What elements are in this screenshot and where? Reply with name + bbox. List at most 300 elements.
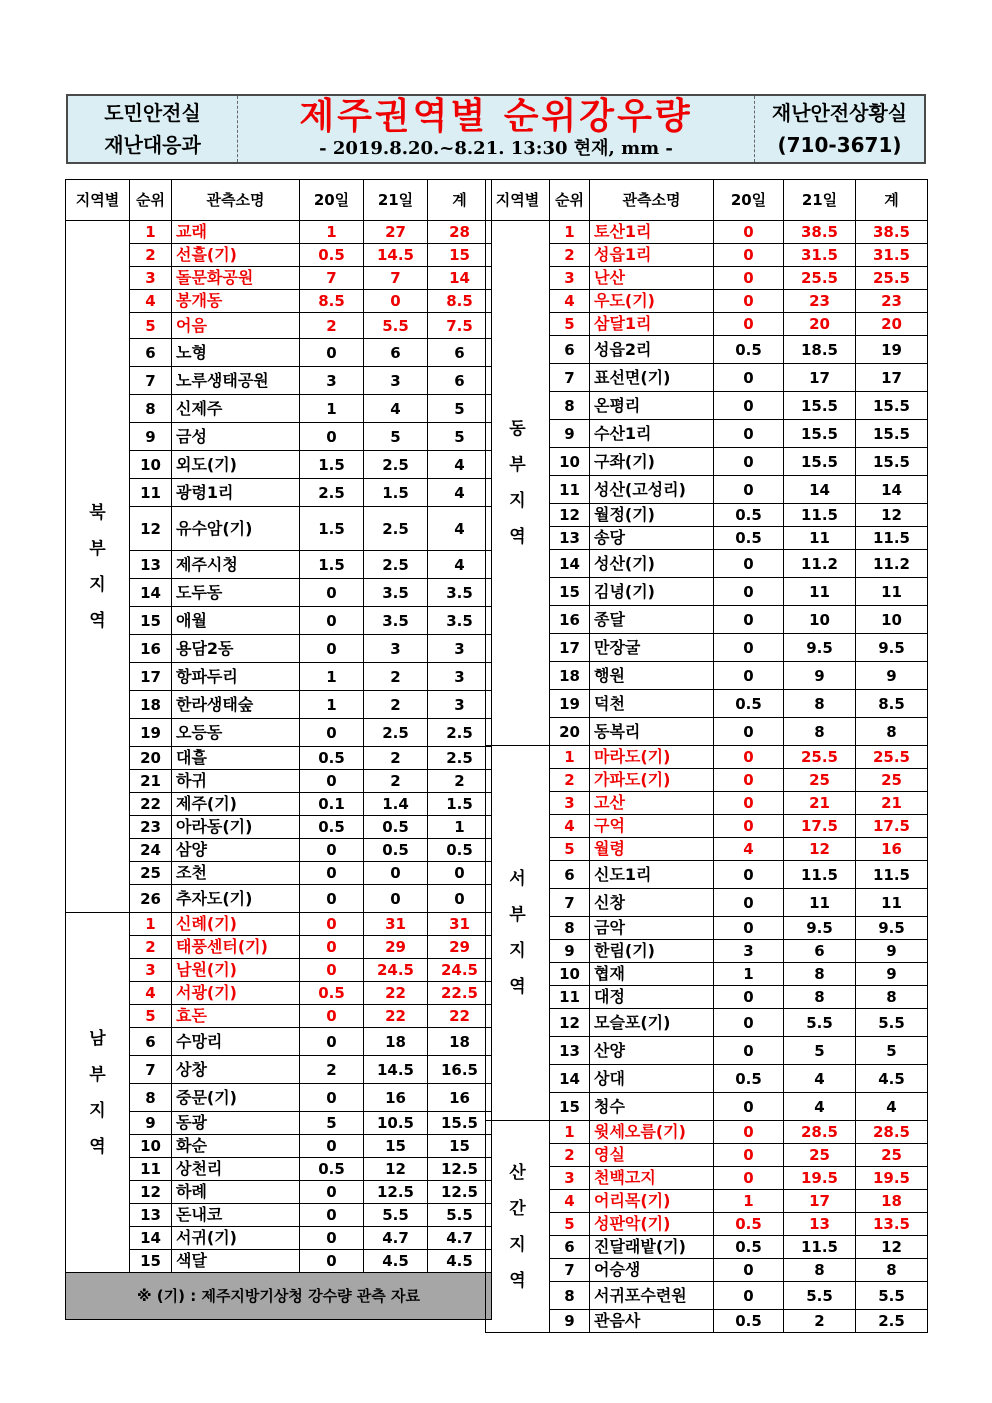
rain-total: 8.5 — [428, 290, 492, 313]
rain-day20: 2 — [300, 313, 364, 339]
station-name: 구좌(기) — [590, 448, 714, 476]
station-name: 수산1리 — [590, 420, 714, 448]
rain-day21: 0 — [364, 885, 428, 913]
table-row — [486, 550, 928, 578]
rain-day20: 0 — [714, 221, 784, 244]
rain-day20: 0 — [300, 607, 364, 635]
rain-total: 14 — [428, 267, 492, 290]
rain-total: 16 — [428, 1084, 492, 1112]
rank-cell: 20 — [130, 747, 172, 770]
rain-total: 12.5 — [428, 1158, 492, 1181]
table-row — [486, 504, 928, 527]
rank-cell: 17 — [130, 663, 172, 691]
rain-day21: 19.5 — [784, 1167, 856, 1190]
rain-total: 15.5 — [856, 448, 928, 476]
station-name: 가파도(기) — [590, 769, 714, 792]
table-row — [486, 792, 928, 815]
rain-day21: 18.5 — [784, 336, 856, 364]
column-header-d21: 21일 — [364, 180, 428, 221]
table-row — [486, 838, 928, 861]
rain-day21: 4 — [784, 1093, 856, 1121]
table-row — [486, 606, 928, 634]
rain-day21: 22 — [364, 1005, 428, 1028]
rain-day21: 15 — [364, 1135, 428, 1158]
rain-total: 25 — [856, 769, 928, 792]
rain-day20: 0 — [714, 1121, 784, 1144]
rain-day20: 1 — [300, 663, 364, 691]
rain-day21: 15.5 — [784, 420, 856, 448]
table-row — [486, 420, 928, 448]
rain-day21: 8 — [784, 1259, 856, 1282]
rank-cell: 13 — [550, 527, 590, 550]
rain-day20: 0 — [714, 1167, 784, 1190]
rain-day20: 8.5 — [300, 290, 364, 313]
rank-cell: 11 — [550, 476, 590, 504]
rain-total: 0 — [428, 885, 492, 913]
rank-cell: 7 — [550, 1259, 590, 1282]
rain-total: 17 — [856, 364, 928, 392]
table-row — [486, 1236, 928, 1259]
rain-day21: 20 — [784, 313, 856, 336]
rain-total: 31.5 — [856, 244, 928, 267]
rank-cell: 24 — [130, 839, 172, 862]
rank-cell: 14 — [550, 1065, 590, 1093]
rain-day20: 0.5 — [714, 336, 784, 364]
station-name: 제주(기) — [172, 793, 300, 816]
region-label: 서 부 지 역 — [486, 746, 550, 1121]
table-row — [486, 1282, 928, 1310]
phone-number: (710-3671) — [777, 133, 902, 157]
table-row — [66, 770, 492, 793]
rain-day20: 0.5 — [300, 816, 364, 839]
column-header-d20: 20일 — [300, 180, 364, 221]
station-name: 서귀(기) — [172, 1227, 300, 1250]
rain-day21: 28.5 — [784, 1121, 856, 1144]
table-row — [486, 313, 928, 336]
table-row — [66, 1227, 492, 1250]
station-name: 종달 — [590, 606, 714, 634]
department-name: 도민안전실 — [104, 101, 201, 125]
rain-day20: 1.5 — [300, 551, 364, 579]
station-name: 하귀 — [172, 770, 300, 793]
table-row — [486, 634, 928, 662]
rain-day21: 11.2 — [784, 550, 856, 578]
rank-cell: 18 — [550, 662, 590, 690]
table-row — [66, 423, 492, 451]
rain-day20: 0 — [714, 313, 784, 336]
station-name: 서귀포수련원 — [590, 1282, 714, 1310]
station-name: 제주시청 — [172, 551, 300, 579]
station-name: 청수 — [590, 1093, 714, 1121]
station-name: 태풍센터(기) — [172, 936, 300, 959]
rain-day20: 0 — [714, 662, 784, 690]
rain-day20: 0 — [714, 392, 784, 420]
column-header-rank: 순위 — [130, 180, 172, 221]
rain-total: 10 — [856, 606, 928, 634]
rain-day20: 0 — [714, 420, 784, 448]
station-name: 항파두리 — [172, 663, 300, 691]
rain-total: 25.5 — [856, 267, 928, 290]
rain-day21: 11.5 — [784, 1236, 856, 1259]
rain-total: 5.5 — [856, 1009, 928, 1037]
station-name: 관음사 — [590, 1310, 714, 1333]
rank-cell: 7 — [550, 364, 590, 392]
rain-day21: 2.5 — [364, 507, 428, 551]
rain-total: 5 — [428, 395, 492, 423]
rank-cell: 10 — [550, 448, 590, 476]
rain-day21: 2 — [364, 691, 428, 719]
rain-day20: 0 — [714, 244, 784, 267]
rain-day21: 5 — [784, 1037, 856, 1065]
rain-total: 8 — [856, 1259, 928, 1282]
rain-day21: 4.5 — [364, 1250, 428, 1273]
station-name: 월정(기) — [590, 504, 714, 527]
rain-day20: 0 — [300, 862, 364, 885]
rain-total: 15.5 — [856, 392, 928, 420]
rain-day21: 15.5 — [784, 392, 856, 420]
station-name: 상대 — [590, 1065, 714, 1093]
rain-total: 11.2 — [856, 550, 928, 578]
rain-day21: 4 — [364, 395, 428, 423]
rain-day20: 0 — [714, 1009, 784, 1037]
station-name: 외도(기) — [172, 451, 300, 479]
rain-day21: 25 — [784, 1144, 856, 1167]
rank-cell: 2 — [550, 1144, 590, 1167]
station-name: 행원 — [590, 662, 714, 690]
rain-day21: 7 — [364, 267, 428, 290]
column-header-region: 지역별 — [486, 180, 550, 221]
table-header-row — [66, 180, 492, 221]
table-row — [66, 551, 492, 579]
station-name: 난산 — [590, 267, 714, 290]
rain-day20: 5 — [300, 1112, 364, 1135]
column-header-station: 관측소명 — [172, 180, 300, 221]
rain-total: 29 — [428, 936, 492, 959]
rank-cell: 12 — [550, 1009, 590, 1037]
rain-day20: 1 — [714, 963, 784, 986]
rank-cell: 5 — [550, 1213, 590, 1236]
station-name: 추자도(기) — [172, 885, 300, 913]
rank-cell: 5 — [550, 838, 590, 861]
station-name: 유수암(기) — [172, 507, 300, 551]
rain-total: 6 — [428, 339, 492, 367]
rain-day20: 0.5 — [714, 690, 784, 718]
rank-cell: 17 — [550, 634, 590, 662]
station-name: 동복리 — [590, 718, 714, 746]
rain-total: 18 — [428, 1028, 492, 1056]
station-name: 모슬포(기) — [590, 1009, 714, 1037]
station-name: 서광(기) — [172, 982, 300, 1005]
rain-day21: 31 — [364, 913, 428, 936]
rain-day21: 3 — [364, 635, 428, 663]
rain-day20: 0 — [300, 913, 364, 936]
table-row — [486, 1009, 928, 1037]
rain-total: 3.5 — [428, 607, 492, 635]
rain-day21: 13 — [784, 1213, 856, 1236]
rain-day20: 0 — [714, 290, 784, 313]
rain-total: 28 — [428, 221, 492, 244]
rain-total: 0 — [428, 862, 492, 885]
rain-day21: 2.5 — [364, 551, 428, 579]
rain-total: 9 — [856, 940, 928, 963]
rain-total: 22 — [428, 1005, 492, 1028]
rain-day20: 0.5 — [300, 244, 364, 267]
footnote: ※ (기) : 제주지방기상청 강수량 관측 자료 — [66, 1273, 492, 1320]
table-row — [66, 635, 492, 663]
station-name: 노루생태공원 — [172, 367, 300, 395]
rain-day21: 27 — [364, 221, 428, 244]
rain-day20: 0 — [714, 769, 784, 792]
rain-day21: 5.5 — [784, 1009, 856, 1037]
rank-cell: 3 — [550, 267, 590, 290]
table-row — [66, 885, 492, 913]
rain-total: 15 — [428, 244, 492, 267]
rank-cell: 9 — [550, 940, 590, 963]
rank-cell: 7 — [550, 889, 590, 917]
rain-total: 8 — [856, 718, 928, 746]
rank-cell: 19 — [130, 719, 172, 747]
station-name: 대흘 — [172, 747, 300, 770]
table-row — [66, 936, 492, 959]
rank-cell: 3 — [130, 267, 172, 290]
rain-day20: 0 — [300, 959, 364, 982]
page-title: 제주권역별 순위강우량 — [299, 96, 693, 137]
rank-cell: 15 — [130, 1250, 172, 1273]
rank-cell: 7 — [130, 367, 172, 395]
station-name: 성산(기) — [590, 550, 714, 578]
station-name: 도두동 — [172, 579, 300, 607]
station-name: 애월 — [172, 607, 300, 635]
station-name: 돈내코 — [172, 1204, 300, 1227]
rain-day20: 0 — [300, 1181, 364, 1204]
station-name: 만장굴 — [590, 634, 714, 662]
station-name: 영실 — [590, 1144, 714, 1167]
rain-day21: 8 — [784, 690, 856, 718]
rain-day21: 4.7 — [364, 1227, 428, 1250]
rank-cell: 15 — [550, 578, 590, 606]
table-row — [66, 1250, 492, 1273]
table-row — [486, 690, 928, 718]
rain-day20: 0 — [714, 986, 784, 1009]
situation-room-name: 재난안전상황실 — [771, 101, 908, 125]
rain-total: 25 — [856, 1144, 928, 1167]
table-row — [66, 719, 492, 747]
rain-day20: 0.5 — [300, 1158, 364, 1181]
station-name: 협재 — [590, 963, 714, 986]
rain-total: 23 — [856, 290, 928, 313]
rain-total: 12.5 — [428, 1181, 492, 1204]
table-row — [486, 1093, 928, 1121]
station-name: 한라생태숲 — [172, 691, 300, 719]
station-name: 봉개동 — [172, 290, 300, 313]
rain-day20: 0 — [714, 634, 784, 662]
rain-day20: 0.5 — [714, 1236, 784, 1259]
station-name: 신례(기) — [172, 913, 300, 936]
station-name: 남원(기) — [172, 959, 300, 982]
rain-day20: 0 — [300, 635, 364, 663]
table-row — [66, 395, 492, 423]
station-name: 온평리 — [590, 392, 714, 420]
table-row — [486, 1167, 928, 1190]
rain-total: 13.5 — [856, 1213, 928, 1236]
table-row — [66, 1112, 492, 1135]
table-row — [486, 986, 928, 1009]
rank-cell: 15 — [550, 1093, 590, 1121]
rain-day21: 17.5 — [784, 815, 856, 838]
table-row — [486, 221, 928, 244]
rain-total: 5.5 — [856, 1282, 928, 1310]
rain-day21: 9.5 — [784, 917, 856, 940]
station-name: 김녕(기) — [590, 578, 714, 606]
station-name: 대정 — [590, 986, 714, 1009]
table-row — [486, 1259, 928, 1282]
rain-day21: 10.5 — [364, 1112, 428, 1135]
rank-cell: 6 — [130, 339, 172, 367]
rain-day20: 0 — [300, 423, 364, 451]
page-subtitle: - 2019.8.20.~8.21. 13:30 현재, mm - — [319, 138, 673, 159]
rain-total: 4.5 — [428, 1250, 492, 1273]
rain-day20: 4 — [714, 838, 784, 861]
rank-cell: 14 — [550, 550, 590, 578]
rain-day20: 2.5 — [300, 479, 364, 507]
rain-day21: 2 — [364, 663, 428, 691]
rain-day20: 0 — [714, 1093, 784, 1121]
rain-day21: 2.5 — [364, 719, 428, 747]
rank-cell: 11 — [550, 986, 590, 1009]
rain-day21: 12 — [364, 1158, 428, 1181]
rain-total: 3 — [428, 635, 492, 663]
rain-day21: 25.5 — [784, 746, 856, 769]
rain-total: 20 — [856, 313, 928, 336]
station-name: 마라도(기) — [590, 746, 714, 769]
rank-cell: 3 — [550, 1167, 590, 1190]
rank-cell: 4 — [130, 982, 172, 1005]
rain-day20: 0 — [714, 476, 784, 504]
rain-day20: 0.1 — [300, 793, 364, 816]
rain-day21: 11 — [784, 527, 856, 550]
rain-day21: 3 — [364, 367, 428, 395]
rank-cell: 5 — [550, 313, 590, 336]
rain-day21: 0 — [364, 862, 428, 885]
table-row — [66, 1056, 492, 1084]
station-name: 어음 — [172, 313, 300, 339]
rank-cell: 8 — [130, 1084, 172, 1112]
rain-day20: 1 — [300, 395, 364, 423]
rain-day21: 11 — [784, 578, 856, 606]
table-row — [66, 982, 492, 1005]
station-name: 하례 — [172, 1181, 300, 1204]
rain-total: 1.5 — [428, 793, 492, 816]
table-row — [486, 815, 928, 838]
region-label: 북 부 지 역 — [66, 221, 130, 913]
station-name: 돌문화공원 — [172, 267, 300, 290]
rain-day20: 0.5 — [714, 527, 784, 550]
rain-day20: 0 — [300, 936, 364, 959]
rank-cell: 11 — [130, 479, 172, 507]
left-rainfall-table — [65, 179, 492, 1320]
rain-total: 3.5 — [428, 579, 492, 607]
rain-day21: 14.5 — [364, 244, 428, 267]
table-row — [66, 793, 492, 816]
rank-cell: 12 — [130, 1181, 172, 1204]
rank-cell: 10 — [130, 1135, 172, 1158]
rank-cell: 6 — [550, 336, 590, 364]
table-row — [66, 1204, 492, 1227]
table-row — [66, 451, 492, 479]
table-row — [486, 364, 928, 392]
rain-total: 22.5 — [428, 982, 492, 1005]
table-row — [66, 339, 492, 367]
rank-cell: 12 — [550, 504, 590, 527]
table-row — [486, 1190, 928, 1213]
rank-cell: 5 — [130, 313, 172, 339]
station-name: 금성 — [172, 423, 300, 451]
station-name: 신도1리 — [590, 861, 714, 889]
rain-total: 16 — [856, 838, 928, 861]
rank-cell: 1 — [550, 1121, 590, 1144]
rain-total: 4 — [856, 1093, 928, 1121]
region-label: 동 부 지 역 — [486, 221, 550, 746]
table-row — [66, 244, 492, 267]
station-name: 어리목(기) — [590, 1190, 714, 1213]
station-name: 어승생 — [590, 1259, 714, 1282]
table-row — [486, 336, 928, 364]
rain-total: 11 — [856, 889, 928, 917]
rank-cell: 7 — [130, 1056, 172, 1084]
rain-total: 2.5 — [428, 719, 492, 747]
rank-cell: 4 — [550, 290, 590, 313]
rain-day21: 0.5 — [364, 816, 428, 839]
rank-cell: 13 — [130, 551, 172, 579]
station-name: 색달 — [172, 1250, 300, 1273]
region-label: 남 부 지 역 — [66, 913, 130, 1273]
rain-day21: 12.5 — [364, 1181, 428, 1204]
rain-day20: 0.5 — [300, 982, 364, 1005]
table-row — [486, 769, 928, 792]
table-row — [486, 889, 928, 917]
rain-day20: 0 — [714, 718, 784, 746]
table-row — [66, 1084, 492, 1112]
station-name: 송당 — [590, 527, 714, 550]
rain-total: 31 — [428, 913, 492, 936]
rain-day20: 0.5 — [714, 1310, 784, 1333]
station-name: 신제주 — [172, 395, 300, 423]
table-row — [66, 663, 492, 691]
station-name: 동광 — [172, 1112, 300, 1135]
table-row — [486, 1121, 928, 1144]
rain-day20: 0 — [714, 792, 784, 815]
rain-day20: 0 — [300, 1135, 364, 1158]
rain-total: 18 — [856, 1190, 928, 1213]
rank-cell: 13 — [550, 1037, 590, 1065]
rain-total: 4 — [428, 479, 492, 507]
station-name: 성산(고성리) — [590, 476, 714, 504]
rain-day21: 22 — [364, 982, 428, 1005]
rain-day21: 16 — [364, 1084, 428, 1112]
rain-day20: 7 — [300, 267, 364, 290]
rain-total: 9 — [856, 662, 928, 690]
table-row — [66, 913, 492, 936]
rain-day21: 21 — [784, 792, 856, 815]
rain-total: 12 — [856, 504, 928, 527]
rain-day21: 9 — [784, 662, 856, 690]
rain-day20: 0 — [714, 1259, 784, 1282]
rain-day21: 15.5 — [784, 448, 856, 476]
station-name: 상천리 — [172, 1158, 300, 1181]
title-box — [238, 96, 754, 162]
rank-cell: 4 — [130, 290, 172, 313]
table-row — [66, 1135, 492, 1158]
